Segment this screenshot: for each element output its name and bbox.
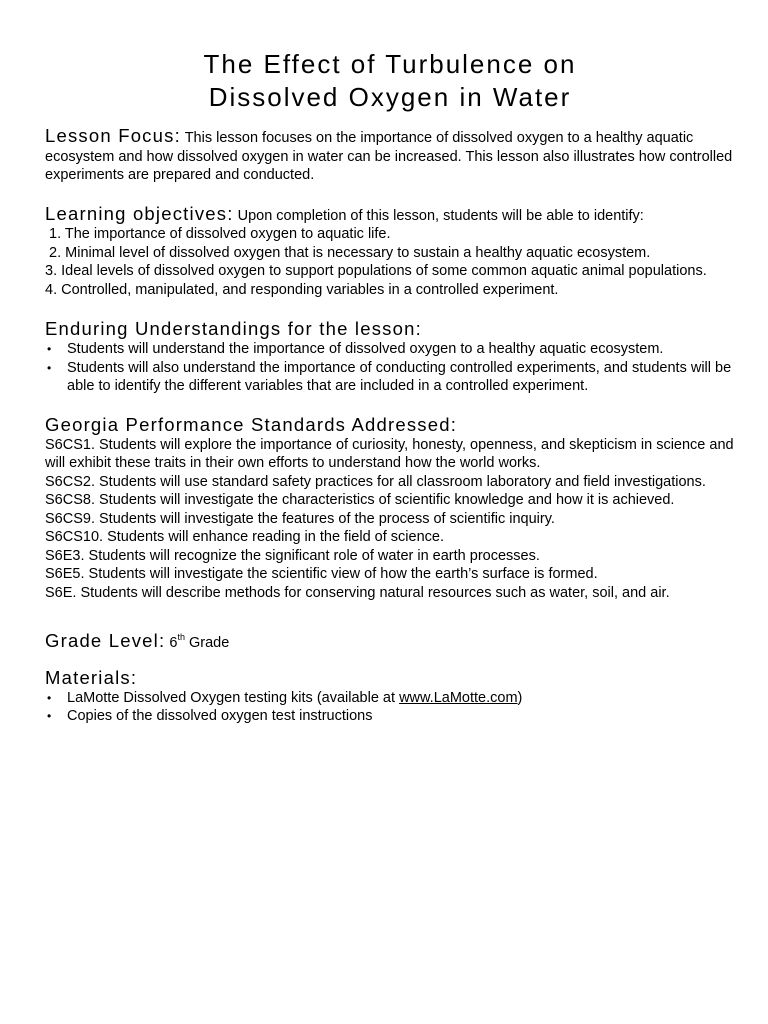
- enduring-understandings-section: [45, 318, 735, 396]
- standards-heading: Georgia Performance Standards Addressed:: [45, 413, 458, 435]
- list-item: • Students will also understand the importance of conducting controlled experiments, and students will be able to identify the different variables that are included in a controlled experiment.: [67, 359, 735, 396]
- standards-section: [45, 414, 735, 603]
- lamotte-link[interactable]: www.LaMotte.com: [399, 689, 518, 706]
- standard-item: S6CS1. Students will explore the importance of curiosity, honesty, openness, and skepticism in science and will exhibit these traits in their own efforts to understand how the world works.: [45, 436, 734, 471]
- objective-item: 2. Minimal level of dissolved oxygen that is necessary to sustain a healthy aquatic ecosystem.: [45, 244, 651, 261]
- materials-section: [45, 667, 735, 726]
- learning-objectives-intro-paragraph: [45, 202, 735, 226]
- lesson-focus-section: [45, 127, 735, 185]
- materials-heading: Materials:: [45, 666, 138, 688]
- standard-item: S6CS9. Students will investigate the features of the process of scientific inquiry.: [45, 510, 555, 527]
- learning-objectives-intro: Upon completion of this lesson, students will be able to identify:: [233, 207, 644, 224]
- grade-level-number: 6: [169, 635, 178, 651]
- standard-item: S6E3. Students will recognize the significant role of water in earth processes.: [45, 547, 540, 564]
- list-item: • Copies of the dissolved oxygen test instructions: [67, 707, 735, 726]
- title-line-2: Dissolved Oxygen in Water: [208, 82, 572, 112]
- lesson-focus-heading: Lesson Focus:: [45, 125, 181, 146]
- materials-item-1-prefix: LaMotte Dissolved Oxygen testing kits (available at: [67, 689, 400, 706]
- materials-item-1-suffix: ): [517, 689, 523, 706]
- materials-list: [45, 689, 735, 726]
- title-line-1: The Effect of Turbulence on: [203, 49, 577, 79]
- list-item: • Students will understand the importance of dissolved oxygen to a healthy aquatic ecosystem.: [67, 340, 735, 359]
- standard-item: S6CS8. Students will investigate the characteristics of scientific knowledge and how it is achieved.: [45, 492, 675, 508]
- learning-objectives-heading: Learning objectives:: [45, 202, 234, 224]
- document-page: [45, 0, 735, 726]
- lesson-focus-paragraph: [45, 127, 735, 185]
- lesson-focus-text: This lesson focuses on the importance of dissolved oxygen to a healthy aquatic ecosystem and how dissolved oxygen in water can be increased. This lesson also illustrates how controlled experiments are prepared and conducted.: [45, 130, 733, 183]
- grade-level-word: Grade: [184, 635, 230, 651]
- list-item: [67, 689, 735, 708]
- learning-objectives-section: [45, 202, 735, 300]
- objective-item: 1. The importance of dissolved oxygen to aquatic life.: [45, 226, 391, 242]
- standard-item: S6CS10. Students will enhance reading in the field of science.: [45, 529, 444, 545]
- grade-level-section: [45, 632, 735, 653]
- page-title: [45, 48, 735, 114]
- objective-item: 3. Ideal levels of dissolved oxygen to support populations of some common aquatic animal populations.: [45, 263, 707, 279]
- grade-level-suffix: th: [177, 632, 185, 642]
- enduring-understandings-list: [45, 340, 735, 396]
- grade-level-paragraph: [45, 632, 735, 653]
- objective-item: 4. Controlled, manipulated, and responding variables in a controlled experiment.: [45, 281, 559, 298]
- grade-level-heading: Grade Level:: [45, 630, 166, 651]
- standard-item: S6E. Students will describe methods for conserving natural resources such as water, soil, and air.: [45, 584, 670, 601]
- standard-item: S6E5. Students will investigate the scientific view of how the earth’s surface is formed.: [45, 566, 598, 582]
- standard-item: S6CS2. Students will use standard safety practices for all classroom laboratory and field investigations.: [45, 473, 706, 490]
- enduring-understandings-heading: Enduring Understandings for the lesson:: [45, 318, 422, 339]
